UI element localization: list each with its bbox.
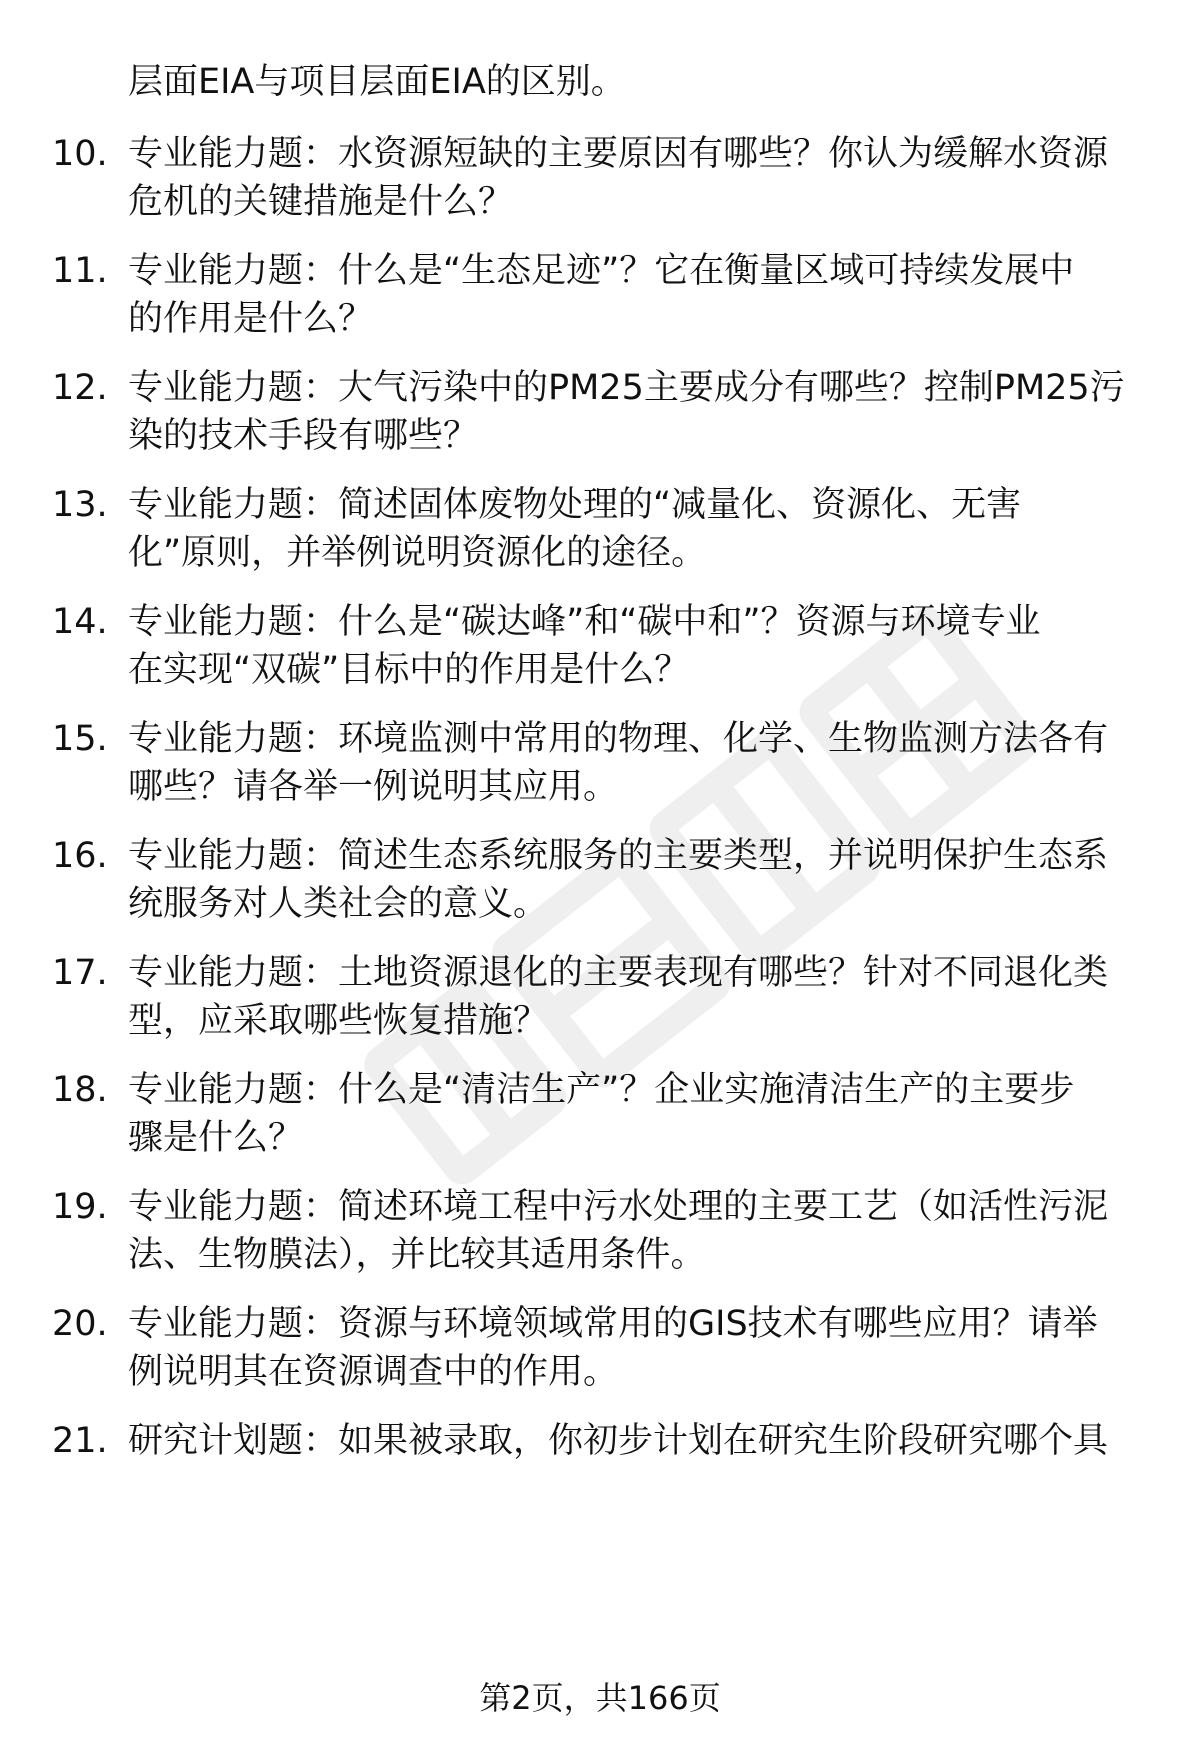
question-text (128, 247, 1153, 343)
question-text-line: 专业能力题：土地资源退化的主要表现有哪些？针对不同退化类 (128, 953, 1109, 993)
question-text-line: 危机的关键措施是什么？ (128, 182, 514, 222)
question-text (128, 364, 1153, 460)
question-number: 18. (52, 1070, 108, 1110)
question-text-line: 骤是什么？ (128, 1118, 304, 1158)
question-text (128, 1066, 1153, 1162)
question-text-line: 专业能力题：环境监测中常用的物理、化学、生物监测方法各有 (128, 719, 1109, 759)
question-text-line: 专业能力题：什么是“清洁生产”？企业实施清洁生产的主要步 (128, 1070, 1075, 1110)
question-text-line: 专业能力题：资源与环境领域常用的GIS技术有哪些应用？请举 (128, 1304, 1098, 1344)
question-number: 17. (52, 953, 108, 993)
question-number: 16. (52, 836, 108, 876)
question-text (128, 1417, 1153, 1465)
continuation-line: 层面EIA与项目层面EIA的区别。 (128, 62, 626, 102)
question-text-line: 法、生物膜法），并比较其适用条件。 (128, 1235, 706, 1275)
question-text-line: 例说明其在资源调查中的作用。 (128, 1352, 619, 1392)
question-number: 14. (52, 602, 108, 642)
question-text-line: 在实现“双碳”目标中的作用是什么？ (128, 650, 690, 690)
page-footer: 第2页，共166页 (479, 1679, 721, 1717)
question-text-line: 专业能力题：什么是“碳达峰”和“碳中和”？资源与环境专业 (128, 602, 1041, 642)
question-number: 11. (52, 251, 108, 291)
question-text-line: 哪些？请各举一例说明其应用。 (128, 767, 619, 807)
question-text (128, 130, 1153, 226)
question-text-line: 化”原则，并举例说明资源化的途径。 (128, 533, 707, 573)
question-text-line: 专业能力题：水资源短缺的主要原因有哪些？你认为缓解水资源 (128, 134, 1109, 174)
question-text (128, 481, 1153, 577)
question-text (128, 1183, 1153, 1279)
question-text-line: 的作用是什么？ (128, 299, 374, 339)
question-text (128, 598, 1153, 694)
question-number: 19. (52, 1187, 108, 1227)
question-text (128, 832, 1153, 928)
question-number: 21. (52, 1421, 108, 1461)
question-number: 12. (52, 368, 108, 408)
question-text-line: 专业能力题：大气污染中的PM25主要成分有哪些？控制PM25污 (128, 368, 1125, 408)
question-text (128, 949, 1153, 1045)
question-number: 20. (52, 1304, 108, 1344)
question-text-line: 型，应采取哪些恢复措施？ (128, 1001, 549, 1041)
question-number: 13. (52, 485, 108, 525)
question-text-line: 专业能力题：简述生态系统服务的主要类型，并说明保护生态系 (128, 836, 1109, 876)
question-text-line: 研究计划题：如果被录取，你初步计划在研究生阶段研究哪个具 (128, 1421, 1109, 1461)
question-number: 15. (52, 719, 108, 759)
question-number: 10. (52, 134, 108, 174)
question-text-line: 专业能力题：简述固体废物处理的“减量化、资源化、无害 (128, 485, 1022, 525)
question-text-line: 染的技术手段有哪些？ (128, 416, 479, 456)
question-text-line: 专业能力题：什么是“生态足迹”？它在衡量区域可持续发展中 (128, 251, 1075, 291)
question-text-line: 专业能力题：简述环境工程中污水处理的主要工艺（如活性污泥 (128, 1187, 1109, 1227)
question-text-line: 统服务对人类社会的意义。 (128, 884, 549, 924)
question-text (128, 1300, 1153, 1396)
question-text (128, 715, 1153, 811)
